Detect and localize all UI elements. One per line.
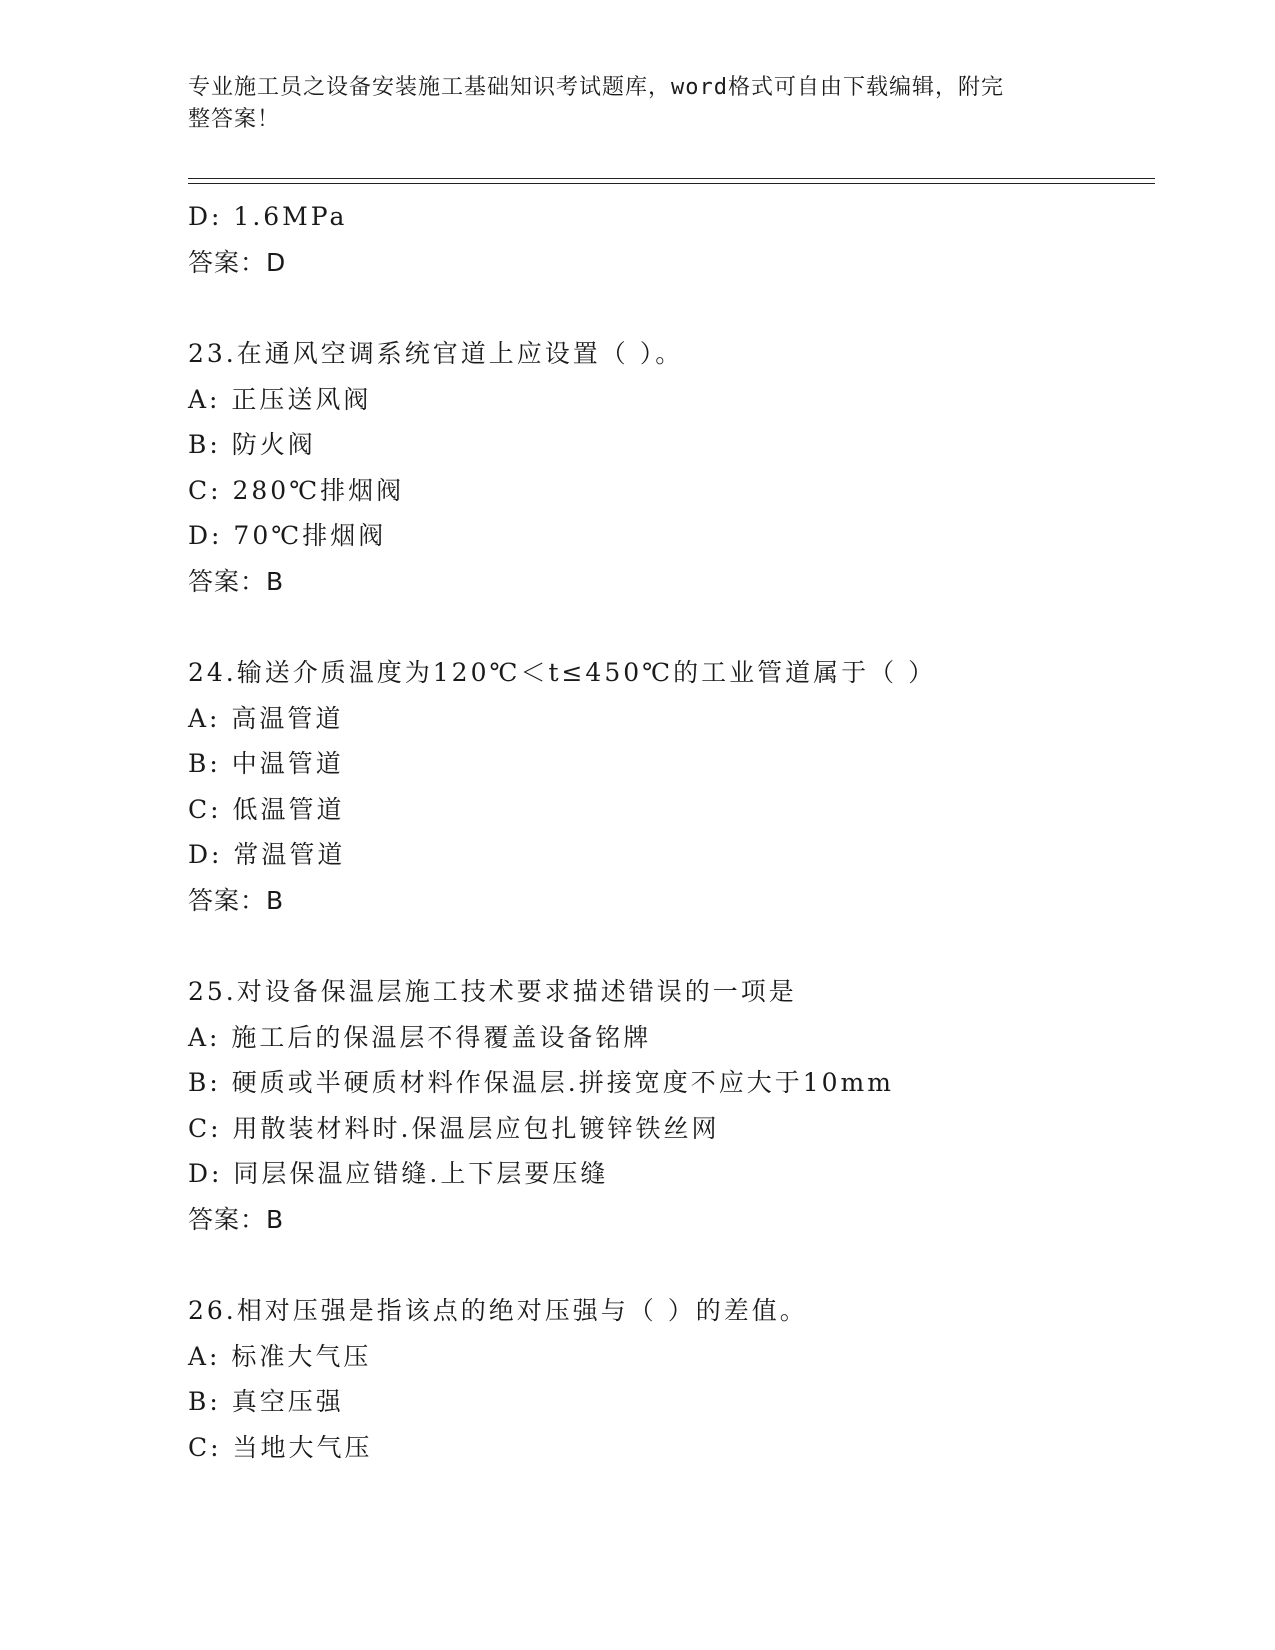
answer: 答案：B [188, 1204, 285, 1234]
question-23 [188, 331, 1155, 604]
spacer [188, 604, 1155, 650]
spacer [188, 285, 1155, 331]
question-25 [188, 969, 1155, 1242]
option-c: C: 280℃排烟阀 [188, 475, 405, 505]
option-c: C: 当地大气压 [188, 1432, 373, 1462]
header-divider-bottom [188, 183, 1155, 184]
question-22-tail [188, 194, 1155, 285]
answer: 答案：B [188, 885, 285, 915]
header-line-1: 专业施工员之设备安装施工基础知识考试题库，word格式可自由下载编辑，附完 [188, 75, 1004, 100]
question-stem: 25.对设备保温层施工技术要求描述错误的一项是 [188, 977, 797, 1006]
option-d: D: 同层保温应错缝.上下层要压缝 [188, 1159, 609, 1188]
option-a: A: 正压送风阀 [188, 384, 372, 414]
option-b: B: 中温管道 [188, 749, 344, 778]
option-c: C: 低温管道 [188, 794, 345, 824]
spacer [188, 923, 1155, 969]
question-26 [188, 1288, 1155, 1470]
question-stem: 26.相对压强是指该点的绝对压强与（ ）的差值。 [188, 1296, 808, 1325]
option-b: B: 真空压强 [188, 1387, 344, 1416]
option-a: A: 标准大气压 [188, 1341, 372, 1371]
answer: 答案：D [188, 247, 287, 277]
option-d: D: 常温管道 [188, 840, 346, 869]
document-header [188, 72, 1068, 136]
spacer [188, 1242, 1155, 1288]
option-a: A: 高温管道 [188, 703, 344, 733]
option-d: D: 70℃排烟阀 [188, 521, 387, 550]
header-divider-top [188, 178, 1155, 179]
option-b: B: 防火阀 [188, 430, 316, 459]
answer: 答案：B [188, 566, 285, 596]
option-c: C: 用散装材料时.保温层应包扎镀锌铁丝网 [188, 1113, 720, 1143]
header-line-2: 整答案！ [188, 107, 281, 132]
option-d: D: 1.6MPa [188, 202, 348, 231]
question-list [188, 194, 1155, 1470]
option-a: A: 施工后的保温层不得覆盖设备铭牌 [188, 1022, 652, 1052]
question-stem: 24.输送介质温度为120℃＜t≤450℃的工业管道属于（ ） [188, 658, 937, 687]
option-b: B: 硬质或半硬质材料作保温层.拼接宽度不应大于10mm [188, 1068, 894, 1097]
question-24 [188, 650, 1155, 923]
question-stem: 23.在通风空调系统官道上应设置（ ）。 [188, 339, 684, 368]
